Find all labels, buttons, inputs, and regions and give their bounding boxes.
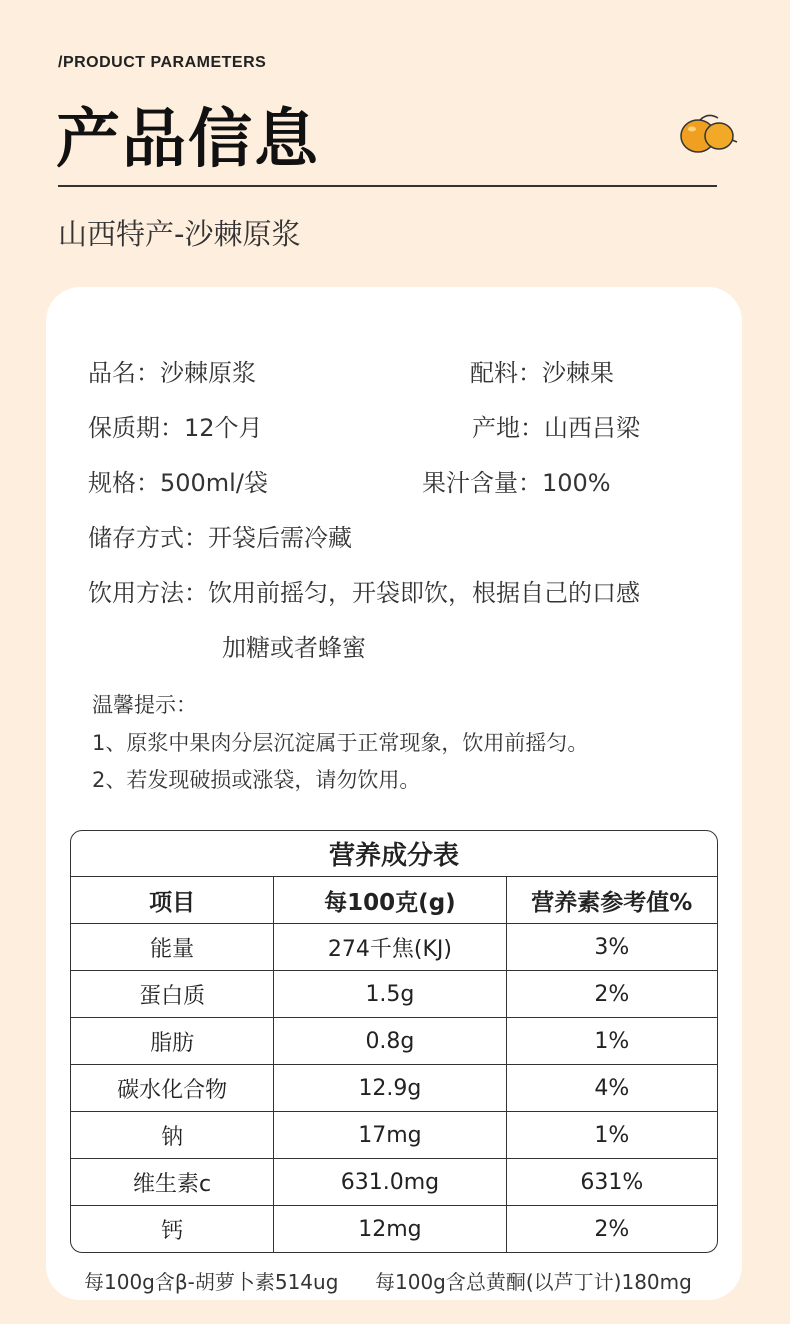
nutrient-nrv: 1% — [507, 1018, 717, 1065]
title-divider — [58, 185, 717, 187]
nutrient-amount: 12.9g — [274, 1065, 506, 1112]
info-spec: 规格：500ml/袋 — [88, 469, 268, 497]
table-row — [71, 1159, 717, 1206]
nutrient-name: 碳水化合物 — [71, 1065, 274, 1112]
nutrient-nrv: 631% — [507, 1159, 717, 1206]
table-row — [71, 971, 717, 1018]
info-usage-continued: 加糖或者蜂蜜 — [222, 634, 366, 662]
tip-item-2: 2、若发现破损或涨袋，请勿饮用。 — [92, 768, 421, 792]
nutrient-name: 钠 — [71, 1112, 274, 1159]
table-row — [71, 1206, 717, 1252]
nutrient-amount: 17mg — [274, 1112, 506, 1159]
product-line: 山西特产-沙棘原浆 — [58, 217, 301, 251]
nutrient-name: 能量 — [71, 924, 274, 971]
nutrient-name: 钙 — [71, 1206, 274, 1252]
nutrient-amount: 12mg — [274, 1206, 506, 1252]
page-title: 产品信息 — [56, 103, 320, 177]
nutrient-amount: 1.5g — [274, 971, 506, 1018]
info-ingredients: 配料：沙棘果 — [470, 359, 614, 387]
nutrition-caption: 营养成分表 — [71, 831, 717, 877]
tip-item-1: 1、原浆中果肉分层沉淀属于正常现象，饮用前摇匀。 — [92, 731, 589, 755]
info-name: 品名：沙棘原浆 — [88, 359, 256, 387]
info-shelf-life: 保质期：12个月 — [88, 414, 263, 442]
table-row — [71, 1112, 717, 1159]
info-storage: 储存方式：开袋后需冷藏 — [88, 524, 352, 552]
sea-buckthorn-berries-icon — [678, 112, 738, 156]
nutrient-name: 脂肪 — [71, 1018, 274, 1065]
nutrient-nrv: 4% — [507, 1065, 717, 1112]
info-usage: 饮用方法：饮用前摇匀，开袋即饮，根据自己的口感 — [88, 579, 640, 607]
nutrient-name: 蛋白质 — [71, 971, 274, 1018]
nutrient-amount: 631.0mg — [274, 1159, 506, 1206]
nutrient-nrv: 1% — [507, 1112, 717, 1159]
table-row — [71, 1018, 717, 1065]
tips-title: 温馨提示： — [92, 693, 197, 717]
footnote-carotene: 每100g含β-胡萝卜素514ug — [84, 1270, 339, 1294]
nutrition-table — [70, 830, 718, 1253]
footnote-flavonoids: 每100g含总黄酮(以芦丁计)180mg — [375, 1270, 692, 1294]
info-origin: 产地：山西吕梁 — [472, 414, 640, 442]
subtitle-en: /PRODUCT PARAMETERS — [58, 54, 267, 71]
nutrient-name: 维生素c — [71, 1159, 274, 1206]
nutrient-nrv: 3% — [507, 924, 717, 971]
nutrient-nrv: 2% — [594, 1216, 630, 1242]
nutrient-amount: 0.8g — [274, 1018, 506, 1065]
column-header-per-100g: 每100克(g) — [274, 877, 506, 924]
column-header-item: 项目 — [71, 877, 274, 924]
info-juice-content: 果汁含量：100% — [422, 469, 611, 497]
nutrient-nrv: 2% — [507, 971, 717, 1018]
column-header-nrv: 营养素参考值% — [507, 877, 717, 924]
table-row — [71, 924, 717, 971]
table-row — [71, 1065, 717, 1112]
nutrient-amount: 274千焦(KJ) — [274, 924, 506, 971]
